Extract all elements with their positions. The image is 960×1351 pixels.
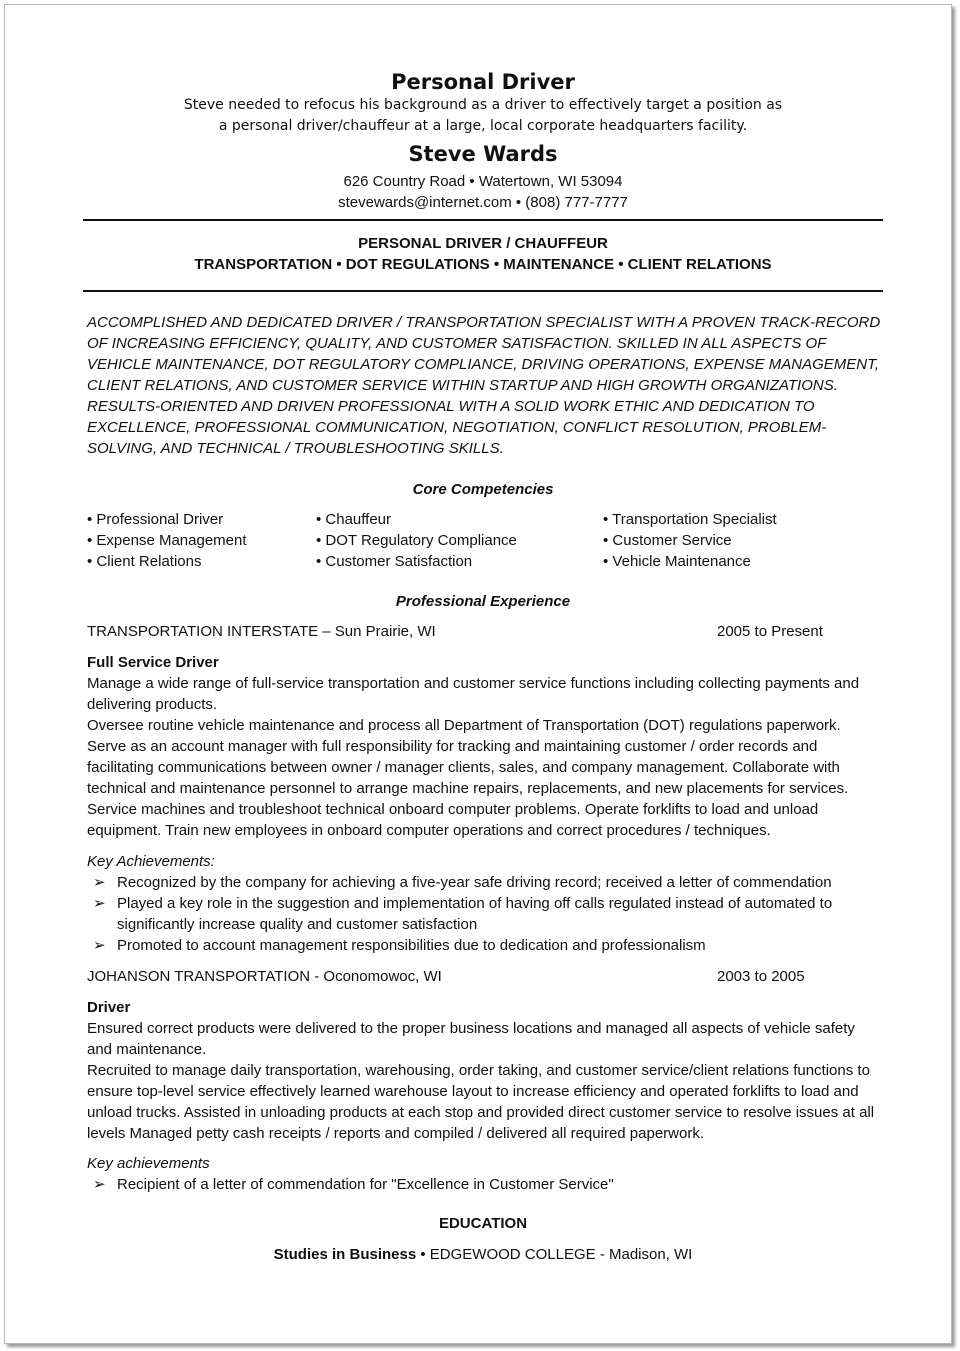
competency-item: • DOT Regulatory Compliance (316, 532, 517, 549)
job-description: Recruited to manage daily transportation, warehousing, order taking, and customer service/client relations functions to ensure top-level service effectively learned warehouse layout to increase efficiency and operated forklifts to load and unload trucks. Assisted in unloading products at each stop and provided direct customer service to resolve issues at all levels Managed petty cash receipts / reports and compiled / delivered all required paperwork. (87, 1062, 875, 1142)
headline-title: PERSONAL DRIVER / CHAUFFEUR (358, 235, 608, 252)
achievement-text: Recipient of a letter of commendation for "Excellence in Customer Service" (117, 1176, 614, 1193)
competency-item: • Transportation Specialist (603, 511, 777, 528)
job-header (83, 621, 883, 642)
competency-item: • Vehicle Maintenance (603, 553, 751, 570)
banner-title: Personal Driver (391, 70, 575, 94)
job-description: Oversee routine vehicle maintenance and process all Department of Transportation (DOT) regulations paperwork. Serve as an account manager with full responsibility for tracking and maintaining customer / order records and facilitating communications between owner / manager clients, sales, and company management. Collaborate with technical and maintenance personnel to arrange machine repairs, replacements, and new placements for services. Service machines and troubleshoot technical onboard computer problems. Operate forklifts to load and unload equipment. Train new employees in onboard computer operations and correct procedures / techniques. (87, 717, 849, 839)
education-degree: Studies in Business (273, 1246, 417, 1263)
achievement-item (83, 893, 883, 935)
competency-item: • Expense Management (87, 532, 247, 549)
job-title: Full Service Driver (87, 654, 219, 671)
candidate-contact: stevewards@internet.com • (808) 777-7777 (338, 194, 628, 211)
achievement-text: Recognized by the company for achieving a five-year safe driving record; received a letter of commendation (117, 874, 832, 891)
achievement-item (83, 935, 883, 956)
arrow-bullet-icon: ➢ (93, 895, 106, 912)
job-company: TRANSPORTATION INTERSTATE – Sun Prairie, WI (87, 623, 436, 640)
candidate-name: Steve Wards (408, 142, 558, 166)
achievement-text: Promoted to account management responsibilities due to dedication and professionalism (117, 937, 706, 954)
candidate-address: 626 Country Road • Watertown, WI 53094 (343, 173, 623, 190)
achievements-list (83, 872, 883, 956)
resume-content (83, 65, 883, 1265)
job-dates: 2005 to Present (717, 623, 823, 640)
headline-keywords: TRANSPORTATION • DOT REGULATIONS • MAINTENANCE • CLIENT RELATIONS (194, 256, 772, 273)
resume-page (4, 4, 952, 1344)
education-entry (83, 1244, 883, 1265)
competencies-column-3 (603, 509, 873, 572)
achievement-text: Played a key role in the suggestion and implementation of having off calls regulated instead of automated to significantly increase quality and customer satisfaction (117, 895, 833, 933)
achievements-list (83, 1174, 883, 1195)
competency-item: • Customer Satisfaction (316, 553, 473, 570)
summary-paragraph: ACCOMPLISHED AND DEDICATED DRIVER / TRANSPORTATION SPECIALIST WITH A PROVEN TRACK-RECORD OF INCREASING EFFICIENCY, QUALITY, AND CUSTOMER SATISFACTION. SKILLED IN ALL ASPECTS OF VEHICLE MAINTENANCE, DOT REGULATORY COMPLIANCE, DRIVING OPERATIONS, EXPENSE MANAGEMENT, CLIENT RELATIONS, AND CUSTOMER SERVICE WITHIN STARTUP AND HIGH GROWTH ORGANIZATIONS. RESULTS-ORIENTED AND DRIVEN PROFESSIONAL WITH A SOLID WORK ETHIC AND DEDICATION TO EXCELLENCE, PROFESSIONAL COMMUNICATION, NEGOTIATION, CONFLICT RESOLUTION, PROBLEM-SOLVING, AND TECHNICAL / TROUBLESHOOTING SKILLS. (87, 314, 881, 457)
core-competencies-heading: Core Competencies (412, 481, 554, 498)
key-achievements-label: Key achievements (87, 1155, 210, 1172)
job-title: Driver (87, 999, 131, 1016)
job-dates: 2003 to 2005 (717, 968, 805, 985)
banner-description-line-1: Steve needed to refocus his background as a driver to effectively target a position as (183, 97, 783, 113)
job-company: JOHANSON TRANSPORTATION - Oconomowoc, WI (87, 968, 442, 985)
competencies-grid (83, 509, 883, 572)
achievement-item (83, 872, 883, 893)
key-achievements-label: Key Achievements: (87, 853, 215, 870)
header-divider-top (83, 219, 883, 221)
education-separator: • (416, 1246, 430, 1263)
banner-description-line-2: a personal driver/chauffeur at a large, local corporate headquarters facility. (218, 118, 748, 134)
competency-item: • Professional Driver (87, 511, 224, 528)
job-header (83, 966, 883, 987)
arrow-bullet-icon: ➢ (93, 937, 106, 954)
education-heading: EDUCATION (438, 1215, 528, 1232)
header-divider-bottom (83, 290, 883, 292)
competency-item: • Client Relations (87, 553, 202, 570)
arrow-bullet-icon: ➢ (93, 1176, 106, 1193)
competencies-column-1 (87, 509, 316, 572)
education-school: EDGEWOOD COLLEGE - Madison, WI (429, 1246, 693, 1263)
job-description: Ensured correct products were delivered to the proper business locations and managed all aspects of vehicle safety and maintenance. (87, 1020, 855, 1058)
competency-item: • Chauffeur (316, 511, 392, 528)
competencies-column-2 (316, 509, 603, 572)
achievement-item (83, 1174, 883, 1195)
competency-item: • Customer Service (603, 532, 732, 549)
professional-experience-heading: Professional Experience (395, 593, 571, 610)
job-description: Manage a wide range of full-service transportation and customer service functions including collecting payments and delivering products. (87, 675, 860, 713)
arrow-bullet-icon: ➢ (93, 874, 106, 891)
